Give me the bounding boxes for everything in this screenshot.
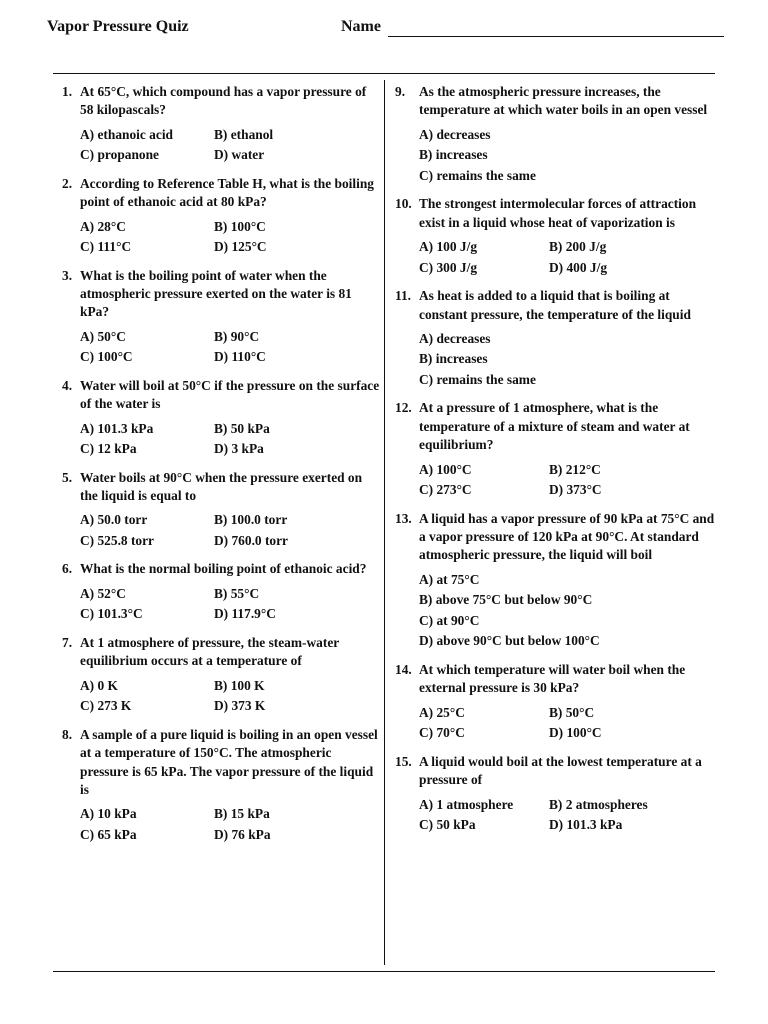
choice-row xyxy=(419,480,717,501)
answer-choice-d: D) 100°C xyxy=(549,725,602,741)
answer-choices xyxy=(395,795,717,836)
question-number: 7. xyxy=(62,634,73,650)
answer-choice-c: C) remains the same xyxy=(419,167,536,183)
choice-row xyxy=(419,631,717,652)
answer-choice-c: C) at 90°C xyxy=(419,612,480,628)
question-number: 6. xyxy=(62,561,73,577)
answer-choice-b: B) 212°C xyxy=(549,461,601,477)
quiz-title: Vapor Pressure Quiz xyxy=(47,18,189,35)
question-7 xyxy=(62,634,380,717)
question-stem xyxy=(62,469,380,506)
answer-choice-a: A) 0 K xyxy=(80,677,118,693)
answer-choice-b: B) 200 J/g xyxy=(549,239,607,255)
answer-choice-d: D) water xyxy=(214,147,265,163)
answer-choice-a: A) 28°C xyxy=(80,218,126,234)
answer-choice-b: B) 2 atmospheres xyxy=(549,796,648,812)
answer-choices xyxy=(62,217,380,258)
answer-choice-d: D) 110°C xyxy=(214,349,266,365)
top-rule xyxy=(53,73,715,74)
answer-choice-c: C) 100°C xyxy=(80,349,133,365)
choice-row xyxy=(80,696,380,717)
answer-choice-a: A) 25°C xyxy=(419,704,465,720)
answer-choices xyxy=(62,676,380,717)
question-text: At 65°C, which compound has a vapor pressure of 58 kilopascals? xyxy=(80,84,367,118)
answer-choices xyxy=(62,327,380,368)
question-stem xyxy=(395,399,717,454)
answer-choice-d: D) 373°C xyxy=(549,482,602,498)
answer-choice-d: D) 76 kPa xyxy=(214,826,271,842)
choice-row xyxy=(419,237,717,258)
answer-choice-b: B) above 75°C but below 90°C xyxy=(419,592,593,608)
answer-choices xyxy=(395,570,717,652)
answer-choice-d: D) 3 kPa xyxy=(214,441,264,457)
question-text: The strongest intermolecular forces of attraction exist in a liquid whose heat of vaporization is xyxy=(419,196,697,230)
answer-choice-b: B) increases xyxy=(419,147,488,163)
answer-choice-a: A) decreases xyxy=(419,330,491,346)
answer-choices xyxy=(395,329,717,391)
choice-row xyxy=(419,703,717,724)
question-number: 4. xyxy=(62,377,73,393)
answer-choice-d: D) above 90°C but below 100°C xyxy=(419,633,600,649)
name-blank-line xyxy=(388,36,724,37)
choice-row xyxy=(80,584,380,605)
answer-choice-c: C) 525.8 torr xyxy=(80,532,154,548)
question-stem xyxy=(395,195,717,232)
answer-choice-d: D) 760.0 torr xyxy=(214,532,288,548)
question-stem xyxy=(395,753,717,790)
answer-choice-a: A) 52°C xyxy=(80,585,126,601)
question-stem xyxy=(62,175,380,212)
question-3 xyxy=(62,267,380,368)
question-9 xyxy=(395,83,717,186)
question-12 xyxy=(395,399,717,500)
answer-choice-a: A) 1 atmosphere xyxy=(419,796,514,812)
answer-choice-b: B) 15 kPa xyxy=(214,806,270,822)
answer-choice-b: B) 50°C xyxy=(549,704,595,720)
choice-row xyxy=(80,825,380,846)
bottom-rule xyxy=(53,971,715,972)
choice-row xyxy=(80,439,380,460)
question-number: 5. xyxy=(62,469,73,485)
answer-choice-c: C) 101.3°C xyxy=(80,606,143,622)
answer-choice-b: B) 100.0 torr xyxy=(214,512,288,528)
answer-choice-d: D) 373 K xyxy=(214,698,266,714)
answer-choice-c: C) 50 kPa xyxy=(419,817,476,832)
question-number: 9. xyxy=(395,84,406,99)
answer-choice-c: C) 12 kPa xyxy=(80,441,137,457)
column-divider xyxy=(384,80,385,965)
choice-row xyxy=(80,419,380,440)
answer-choice-b: B) ethanol xyxy=(214,126,274,142)
question-11 xyxy=(395,287,717,390)
choice-row xyxy=(80,804,380,825)
answer-choice-c: C) 300 J/g xyxy=(419,259,478,275)
choice-row xyxy=(419,815,717,836)
choice-row xyxy=(419,145,717,166)
question-number: 12. xyxy=(395,400,412,416)
answer-choice-b: B) 55°C xyxy=(214,585,260,601)
question-text: At which temperature will water boil when the external pressure is 30 kPa? xyxy=(419,661,686,696)
answer-choice-a: A) ethanoic acid xyxy=(80,126,173,142)
question-text: As heat is added to a liquid that is boiling at constant pressure, the temperature of the liquid xyxy=(419,288,691,322)
question-stem xyxy=(62,83,380,120)
choice-row xyxy=(419,125,717,146)
answer-choices xyxy=(395,125,717,187)
answer-choice-c: C) 70°C xyxy=(419,725,465,741)
question-10 xyxy=(395,195,717,278)
question-stem xyxy=(395,83,717,120)
answer-choice-a: A) decreases xyxy=(419,126,491,142)
answer-choice-a: A) 101.3 kPa xyxy=(80,420,154,436)
answer-choice-c: C) 65 kPa xyxy=(80,826,137,842)
question-4 xyxy=(62,377,380,460)
question-text: At a pressure of 1 atmosphere, what is the temperature of a mixture of steam and water at equilibrium? xyxy=(419,400,690,453)
question-stem xyxy=(395,287,717,324)
question-text: According to Reference Table H, what is the boiling point of ethanoic acid at 80 kPa? xyxy=(80,175,374,210)
question-stem xyxy=(62,560,380,578)
question-number: 3. xyxy=(62,267,73,283)
question-text: At 1 atmosphere of pressure, the steam-water equilibrium occurs at a temperature of xyxy=(80,634,339,669)
answer-choice-a: A) 100 J/g xyxy=(419,239,478,255)
question-stem xyxy=(62,634,380,671)
answer-choice-c: C) 111°C xyxy=(80,239,132,255)
choice-row xyxy=(80,510,380,531)
left-question-column xyxy=(62,83,380,854)
choice-row xyxy=(80,217,380,238)
question-2 xyxy=(62,175,380,258)
answer-choice-b: B) 90°C xyxy=(214,328,260,344)
choice-row xyxy=(419,349,717,370)
question-5 xyxy=(62,469,380,552)
answer-choices xyxy=(62,510,380,551)
answer-choice-c: C) propanone xyxy=(80,147,159,163)
question-13 xyxy=(395,510,717,652)
answer-choice-a: A) 50.0 torr xyxy=(80,512,148,528)
answer-choice-d: D) 400 J/g xyxy=(549,259,608,275)
question-number: 15. xyxy=(395,753,412,769)
question-text: A liquid would boil at the lowest temperature at a pressure of xyxy=(419,753,702,788)
question-stem xyxy=(395,510,717,565)
question-stem xyxy=(62,726,380,800)
choice-row xyxy=(419,258,717,279)
answer-choice-c: C) 273°C xyxy=(419,482,472,498)
question-text: Water will boil at 50°C if the pressure on the surface of the water is xyxy=(80,377,380,412)
question-number: 8. xyxy=(62,726,73,742)
choice-row xyxy=(419,329,717,350)
question-stem xyxy=(395,661,717,698)
answer-choice-d: D) 125°C xyxy=(214,239,267,255)
answer-choice-a: A) 10 kPa xyxy=(80,806,137,822)
choice-row xyxy=(80,145,380,166)
question-number: 14. xyxy=(395,661,412,677)
answer-choice-b: B) 50 kPa xyxy=(214,420,270,436)
question-stem xyxy=(62,267,380,322)
question-8 xyxy=(62,726,380,846)
answer-choice-c: C) remains the same xyxy=(419,371,536,387)
choice-row xyxy=(80,604,380,625)
question-6 xyxy=(62,560,380,624)
answer-choices xyxy=(62,584,380,625)
answer-choices xyxy=(62,419,380,460)
choice-row xyxy=(419,795,717,816)
choice-row xyxy=(80,531,380,552)
choice-row xyxy=(80,676,380,697)
question-14 xyxy=(395,661,717,744)
choice-row xyxy=(80,347,380,368)
quiz-header xyxy=(47,18,724,42)
choice-row xyxy=(419,166,717,187)
choice-row xyxy=(419,370,717,391)
question-number: 2. xyxy=(62,175,73,191)
choice-row xyxy=(419,570,717,591)
question-number: 1. xyxy=(62,84,73,99)
answer-choice-c: C) 273 K xyxy=(80,698,132,714)
question-1 xyxy=(62,83,380,166)
answer-choices xyxy=(395,237,717,278)
choice-row xyxy=(80,125,380,146)
question-number: 11. xyxy=(395,288,411,304)
question-text: A liquid has a vapor pressure of 90 kPa at 75°C and a vapor pressure of 120 kPa at 90°C. At standard atmospheric pressure, the liquid will boil xyxy=(419,510,715,563)
answer-choice-b: B) 100°C xyxy=(214,218,266,234)
answer-choice-b: B) increases xyxy=(419,351,488,367)
question-text: A sample of a pure liquid is boiling in an open vessel at a temperature of 150°C. The atmospheric pressure is 65 kPa. The vapor pressure of the liquid is xyxy=(80,726,378,797)
right-question-column xyxy=(395,83,717,845)
answer-choice-d: D) 101.3 kPa xyxy=(549,817,623,832)
answer-choice-b: B) 100 K xyxy=(214,677,265,693)
choice-row xyxy=(419,590,717,611)
question-text: As the atmospheric pressure increases, the temperature at which water boils in an open vessel xyxy=(419,84,708,118)
answer-choice-a: A) at 75°C xyxy=(419,571,480,587)
question-15 xyxy=(395,753,717,836)
answer-choices xyxy=(62,804,380,845)
answer-choices xyxy=(395,703,717,744)
question-stem xyxy=(62,377,380,414)
choice-row xyxy=(419,611,717,632)
answer-choice-a: A) 50°C xyxy=(80,328,126,344)
choice-row xyxy=(419,723,717,744)
question-number: 13. xyxy=(395,510,412,526)
answer-choice-d: D) 117.9°C xyxy=(214,606,276,622)
choice-row xyxy=(80,327,380,348)
question-text: What is the boiling point of water when the atmospheric pressure exerted on the water is 81 kPa? xyxy=(80,267,352,320)
question-text: What is the normal boiling point of ethanoic acid? xyxy=(80,561,367,577)
answer-choice-a: A) 100°C xyxy=(419,461,472,477)
choice-row xyxy=(419,460,717,481)
question-text: Water boils at 90°C when the pressure exerted on the liquid is equal to xyxy=(80,469,363,504)
answer-choices xyxy=(62,125,380,166)
choice-row xyxy=(80,237,380,258)
question-number: 10. xyxy=(395,196,412,212)
name-label: Name xyxy=(341,18,381,35)
answer-choices xyxy=(395,460,717,501)
